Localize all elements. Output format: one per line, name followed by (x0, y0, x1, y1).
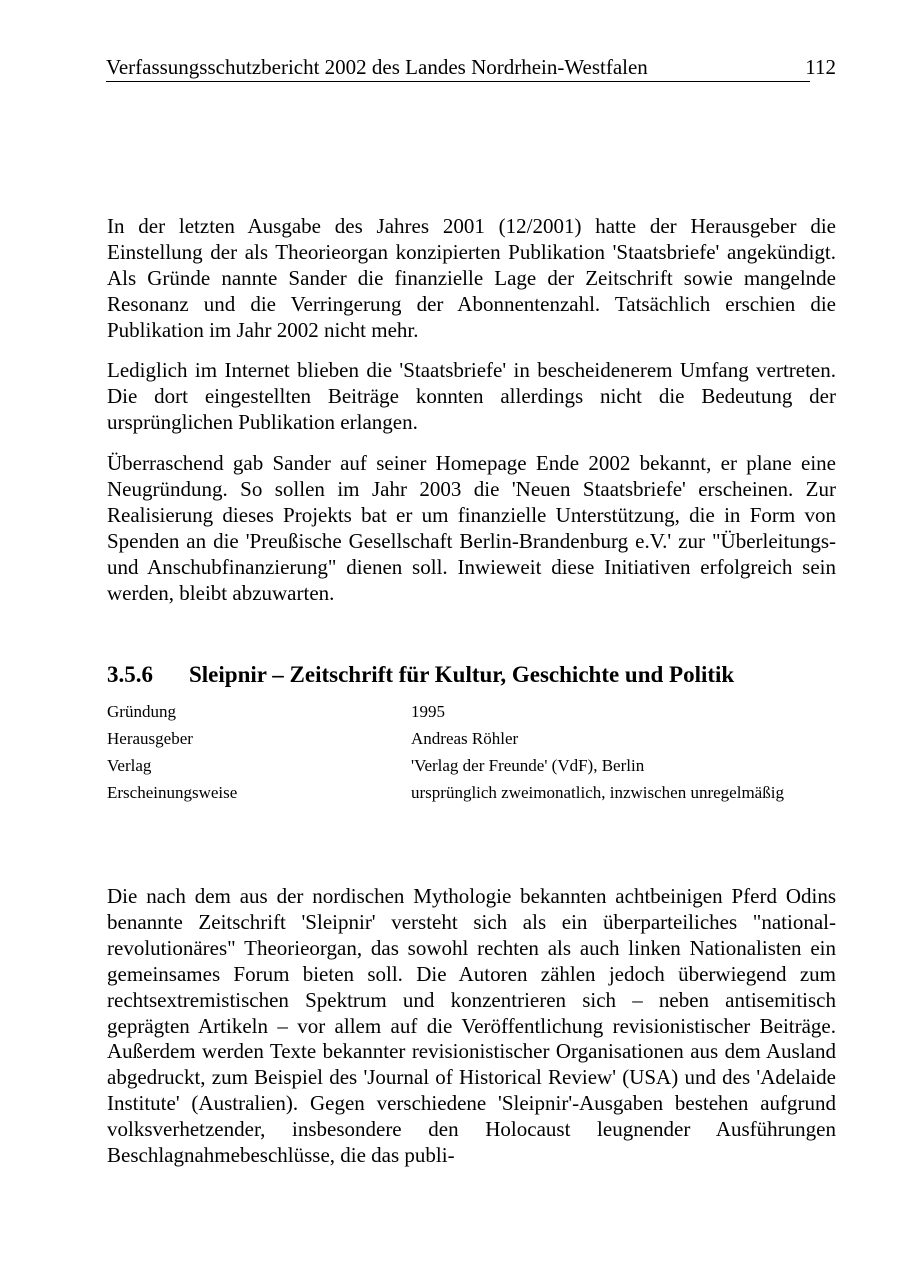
paragraph-neue-staatsbriefe: Überraschend gab Sander auf seiner Homepage Ende 2002 bekannt, er plane eine Neugründung. So sollen im Jahr 2003 die 'Neuen Staatsbriefe' erscheinen. Zur Realisierung dieses Projekts bat er um finanzielle Unterstützung, die in Form von Spenden an die 'Preußische Gesellschaft Berlin-Brandenburg e.V.' zur "Überleitungs- und Anschubfinanzierung" dienen soll. Inwieweit diese Initiativen erfolgreich sein werden, bleibt abzuwarten. (107, 451, 836, 605)
header-title: Verfassungsschutzbericht 2002 des Landes Nordrhein-Westfalen (106, 55, 648, 79)
publication-facts (107, 700, 836, 808)
section-title: Sleipnir – Zeitschrift für Kultur, Geschichte und Politik (189, 662, 735, 687)
fact-row-gruendung (107, 700, 836, 727)
fact-value: 'Verlag der Freunde' (VdF), Berlin (411, 756, 645, 775)
fact-value: Andreas Röhler (411, 729, 519, 748)
page-header (106, 54, 836, 84)
fact-row-herausgeber (107, 727, 836, 754)
fact-label: Erscheinungsweise (107, 783, 238, 802)
paragraph-staatsbriefe-einstellung: In der letzten Ausgabe des Jahres 2001 (12/2001) hatte der Herausgeber die Einstellung der als Theorieorgan konzipierten Publikation 'Staatsbriefe' angekündigt. Als Gründe nannte Sander die finanzielle Lage der Zeitschrift sowie mangelnde Resonanz und die Verringerung der Abonnentenzahl. Tatsächlich erschien die Publikation im Jahr 2002 nicht mehr. (107, 214, 836, 342)
header-rule (106, 81, 810, 82)
fact-value: ursprünglich zweimonatlich, inzwischen unregelmäßig (411, 783, 784, 802)
paragraph-sleipnir-description: Die nach dem aus der nordischen Mythologie bekannten achtbeinigen Pferd Odins benannte Zeitschrift 'Sleipnir' versteht sich als ein überparteiliches "national-revolutionäres" Theorieorgan, das sowohl rechten als auch linken Nationalisten ein gemeinsames Forum bieten soll. Die Autoren zählen jedoch überwiegend zum rechtsextremistischen Spektrum und konzentrieren sich – neben antisemitisch geprägten Artikeln – vor allem auf die Veröffentlichung revisionistischer Beiträge. Außerdem werden Texte bekannter revisionistischer Organisationen aus dem Ausland abgedruckt, zum Beispiel des 'Journal of Historical Review' (USA) und des 'Adelaide Institute' (Australien). Gegen verschiedene 'Sleipnir'-Ausgaben bestehen aufgrund volksverhetzender, insbesondere den Holocaust leugnender Ausführungen Beschlagnahmebeschlüsse, die das publi- (107, 884, 836, 1168)
section-number: 3.5.6 (107, 662, 153, 687)
fact-label: Gründung (107, 702, 176, 721)
fact-label: Herausgeber (107, 729, 193, 748)
paragraph-staatsbriefe-internet: Lediglich im Internet blieben die 'Staatsbriefe' in bescheidenerem Umfang vertreten. Die dort eingestellten Beiträge konnten allerdings nicht die Bedeutung der ursprünglichen Publikation erlangen. (107, 358, 836, 434)
fact-row-erscheinungsweise (107, 781, 836, 808)
fact-label: Verlag (107, 756, 152, 775)
section-heading (107, 661, 836, 689)
fact-row-verlag (107, 754, 836, 781)
fact-value: 1995 (411, 702, 445, 721)
page-number: 112 (805, 55, 836, 79)
